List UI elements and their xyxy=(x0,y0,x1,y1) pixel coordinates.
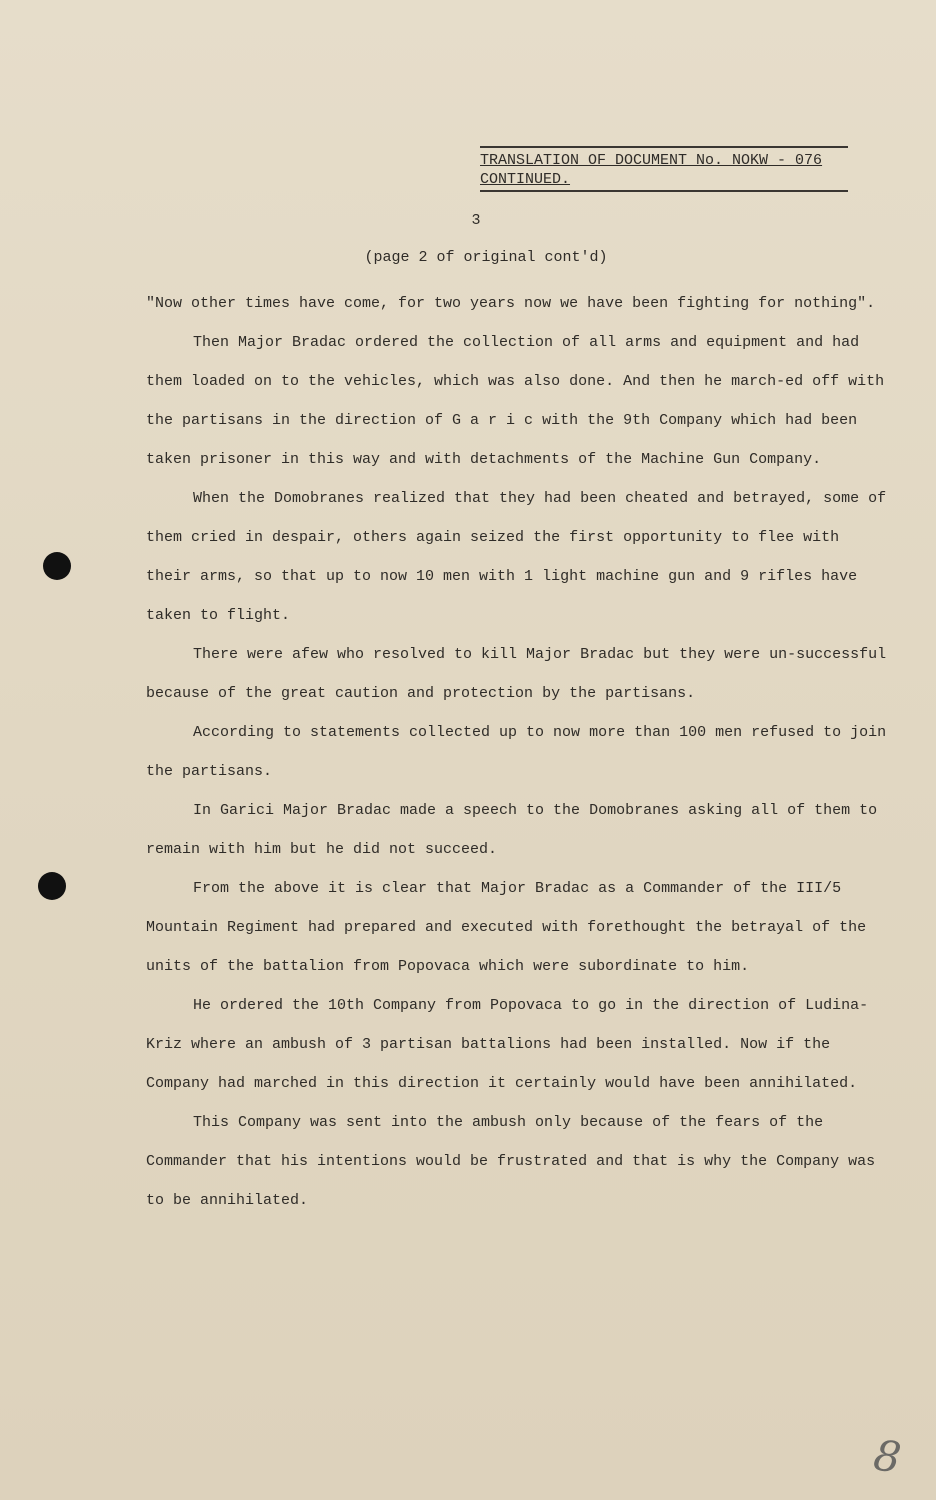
header-continued: CONTINUED. xyxy=(480,171,571,188)
header-rule-bottom xyxy=(480,190,848,192)
body-text xyxy=(146,284,891,1220)
paragraph-5: According to statements collected up to now more than 100 men refused to join the partisans. xyxy=(146,724,887,780)
punch-hole-top xyxy=(43,552,71,580)
handwritten-page-number: 8 xyxy=(870,1430,905,1483)
header-title: TRANSLATION OF DOCUMENT No. NOKW - 076 xyxy=(480,152,823,169)
punch-hole-bottom xyxy=(38,872,66,900)
paragraph-2: Then Major Bradac ordered the collection of all arms and equipment and had them loaded on to the vehicles, which was also done. And then he march-ed off with the partisans in the direction of G a r i c with the 9th Company which had been taken prisoner in this way and with detachments of the Machine Gun Company. xyxy=(146,334,885,468)
paragraph-1: "Now other times have come, for two years now we have been fighting for nothing". xyxy=(146,295,876,312)
paragraph-9: This Company was sent into the ambush only because of the fears of the Commander that his intentions would be frustrated and that is why the Company was to be annihilated. xyxy=(146,1114,876,1209)
subheading: (page 2 of original cont'd) xyxy=(364,249,608,266)
header-rule-top xyxy=(480,146,848,148)
paragraph-8: He ordered the 10th Company from Popovaca to go in the direction of Ludina-Kriz where an ambush of 3 partisan battalions had been installed. Now if the Company had marched in this direction it certainly would have been annihilated. xyxy=(146,997,869,1092)
page-number: 3 xyxy=(471,212,481,229)
paragraph-7: From the above it is clear that Major Bradac as a Commander of the III/5 Mountain Regiment had prepared and executed with forethought the betrayal of the units of the battalion from Popovaca which were subordinate to him. xyxy=(146,880,867,975)
document-header xyxy=(480,146,848,192)
paragraph-6: In Garici Major Bradac made a speech to the Domobranes asking all of them to remain with him but he did not succeed. xyxy=(146,802,878,858)
paragraph-3: When the Domobranes realized that they had been cheated and betrayed, some of them cried in despair, others again seized the first opportunity to flee with their arms, so that up to now 10 men with 1 light machine gun and 9 rifles have taken to flight. xyxy=(146,490,887,624)
paragraph-4: There were afew who resolved to kill Major Bradac but they were un-successful because of the great caution and protection by the partisans. xyxy=(146,646,887,702)
